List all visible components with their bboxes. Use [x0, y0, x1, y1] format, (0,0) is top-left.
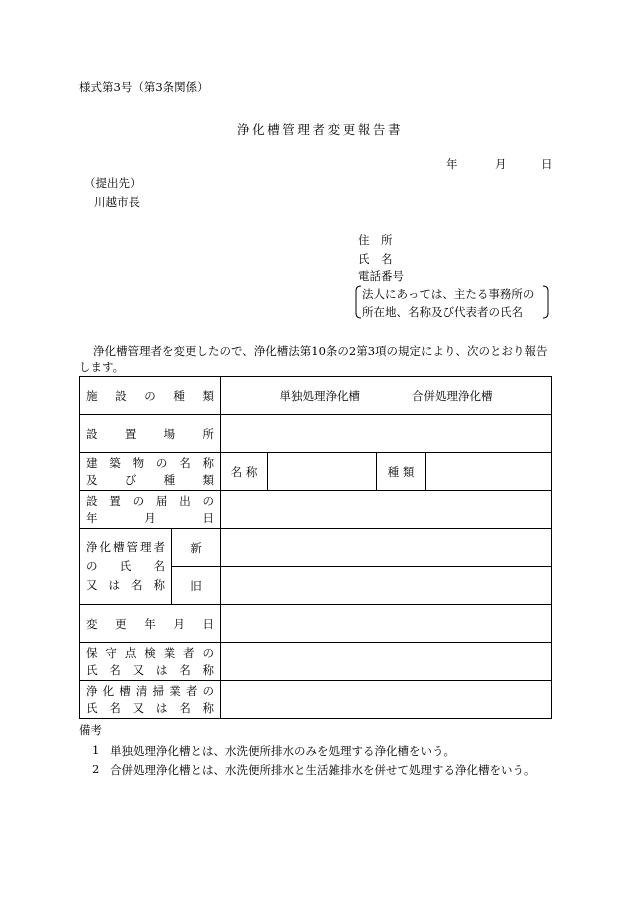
reporter-note-line1: 法人にあっては、主たる事務所の	[362, 287, 535, 301]
recipient-label: （提出先）	[84, 176, 142, 190]
building-name-label: 名 称	[221, 453, 268, 491]
facility-type-label: 施 設 の 種 類	[86, 388, 214, 403]
building-type-field[interactable]	[426, 453, 552, 491]
note1-text: 単独処理浄化槽とは、水洗便所排水のみを処理する浄化槽をいう。	[110, 744, 455, 758]
building-name-field[interactable]	[268, 453, 377, 491]
page-title: 浄化槽管理者変更報告書	[237, 122, 404, 137]
reporter-address-label: 住 所	[358, 233, 393, 247]
install-notice-field[interactable]	[221, 491, 552, 529]
row-location	[80, 415, 552, 453]
change-date-label: 変 更 年 月 日	[86, 616, 214, 631]
recipient-name: 川越市長	[94, 195, 140, 209]
body-text-line2: します。	[79, 360, 125, 374]
inspector-field[interactable]	[221, 643, 552, 681]
row-facility-type	[80, 377, 552, 415]
report-table	[79, 376, 552, 719]
inspector-label-line1: 保 守 点 検 業 者 の	[86, 645, 214, 660]
reporter-name-label: 氏 名	[358, 252, 393, 266]
row-inspector	[80, 643, 552, 681]
manager-old-label: 旧	[172, 567, 221, 605]
note2-text: 合併処理浄化槽とは、水洗便所排水と生活雑排水を併せて処理する浄化槽をいう。	[110, 763, 536, 777]
location-label: 設 置 場 所	[86, 426, 214, 441]
note2-number: 2	[92, 762, 100, 776]
facility-option-combined[interactable]: 合併処理浄化槽	[412, 388, 493, 403]
row-cleaner	[80, 681, 552, 719]
cleaner-label-line2: 氏 名 又 は 名 称	[86, 700, 214, 715]
manager-label-line1: 浄 化 槽 管 理 者	[86, 540, 165, 554]
notes-heading: 備考	[79, 723, 102, 737]
row-building	[80, 453, 552, 491]
cleaner-label-line1: 浄 化 槽 清 掃 業 者 の	[86, 683, 214, 698]
facility-option-single[interactable]: 単独処理浄化槽	[279, 388, 360, 403]
change-date-field[interactable]	[221, 605, 552, 643]
note1-number: 1	[92, 743, 100, 757]
manager-new-label: 新	[172, 529, 221, 567]
reporter-note-line2: 所在地、名称及び代表者の氏名	[362, 305, 523, 319]
row-manager-new	[80, 529, 552, 567]
inspector-label-line2: 氏 名 又 は 名 称	[86, 662, 214, 677]
date-year: 年	[446, 157, 458, 171]
manager-label-line3: 又 は 名 称	[86, 578, 165, 592]
cleaner-field[interactable]	[221, 681, 552, 719]
building-type-label: 種 類	[377, 453, 426, 491]
form-id: 様式第3号（第3条関係）	[79, 80, 209, 94]
body-text-line1: 浄化槽管理者を変更したので、浄化槽法第10条の2第3項の規定により、次のとおり報告	[93, 344, 548, 358]
building-label-line1: 建 築 物 の 名 称	[86, 455, 214, 470]
date-month: 月	[495, 157, 507, 171]
row-install-notice	[80, 491, 552, 529]
manager-label-line2: の 氏 名	[86, 559, 165, 573]
building-label-line2: 及 び 種 類	[86, 472, 214, 487]
manager-old-field[interactable]	[221, 567, 552, 605]
date-day: 日	[541, 157, 553, 171]
manager-new-field[interactable]	[221, 529, 552, 567]
install-notice-label-line2: 年 月 日	[86, 510, 214, 525]
install-notice-label-line1: 設 置 の 届 出 の	[86, 493, 214, 508]
row-change-date	[80, 605, 552, 643]
location-field[interactable]	[221, 415, 552, 453]
reporter-phone-label: 電話番号	[358, 269, 404, 283]
